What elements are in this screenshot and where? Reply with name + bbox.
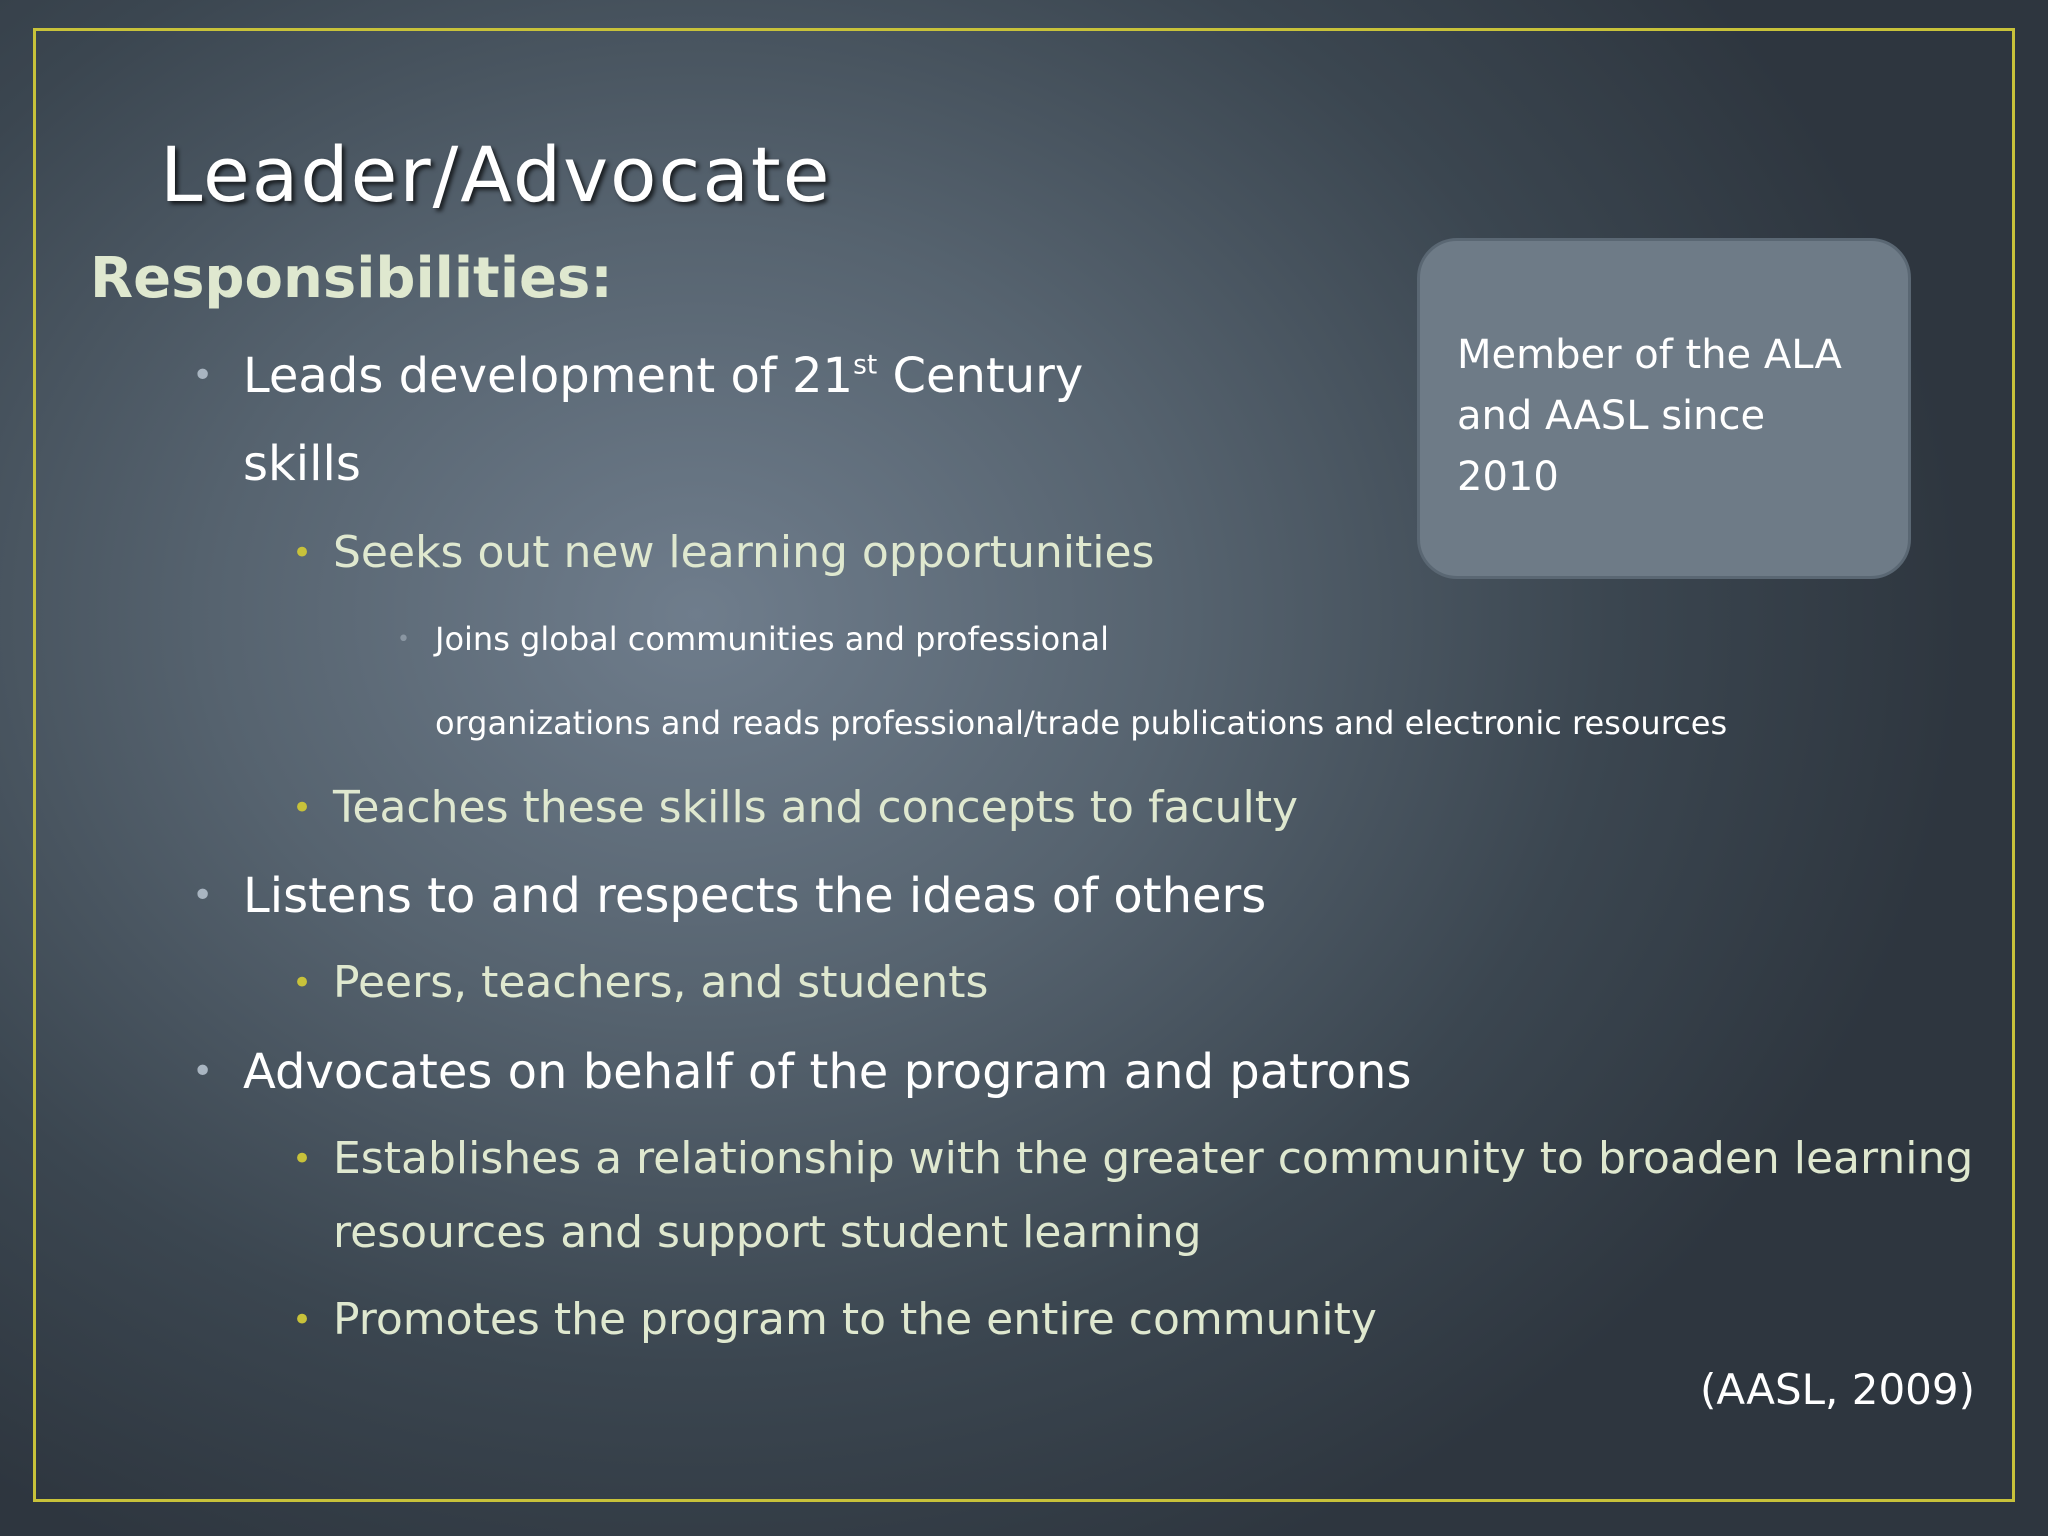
bullet-marker: • bbox=[292, 1300, 313, 1340]
bullet-item-level1: Advocates on behalf of the program and patrons bbox=[243, 1044, 1412, 1100]
bullet-item-level1 bbox=[243, 348, 1083, 404]
bullet-item-level2: Peers, teachers, and students bbox=[333, 957, 989, 1008]
bullet-item-level2: Seeks out new learning opportunities bbox=[333, 527, 1155, 578]
callout-line: and AASL since bbox=[1457, 393, 1766, 439]
bullet-item-level3: Joins global communities and professional bbox=[435, 620, 1109, 658]
bullet-continuation: resources and support student learning bbox=[333, 1207, 1202, 1258]
bullet-continuation: skills bbox=[243, 436, 361, 492]
citation-text: (AASL, 2009) bbox=[1699, 1365, 1975, 1414]
superscript-text: st bbox=[853, 349, 878, 381]
bullet-item-level2: Promotes the program to the entire community bbox=[333, 1294, 1377, 1345]
bullet-marker: • bbox=[292, 788, 313, 828]
bullet-marker: • bbox=[192, 355, 214, 396]
bullet-continuation: organizations and reads professional/trade publications and electronic resources bbox=[435, 704, 1728, 742]
bullet-marker: • bbox=[397, 627, 410, 652]
bullet-marker: • bbox=[292, 963, 313, 1003]
bullet-text: Century bbox=[877, 348, 1084, 404]
slide-title: Leader/Advocate bbox=[160, 130, 832, 219]
section-subtitle: Responsibilities: bbox=[90, 246, 613, 311]
bullet-marker: • bbox=[192, 1051, 214, 1092]
bullet-item-level2: Establishes a relationship with the greater community to broaden learning bbox=[333, 1133, 1974, 1184]
callout-line: Member of the ALA bbox=[1457, 332, 1842, 378]
callout-box bbox=[1417, 238, 1911, 579]
bullet-item-level1: Listens to and respects the ideas of others bbox=[243, 868, 1267, 924]
bullet-marker: • bbox=[292, 533, 313, 573]
bullet-marker: • bbox=[292, 1139, 313, 1179]
bullet-marker: • bbox=[192, 875, 214, 916]
bullet-item-level2: Teaches these skills and concepts to faculty bbox=[333, 782, 1298, 833]
bullet-text: Leads development of 21 bbox=[243, 348, 854, 404]
callout-line: 2010 bbox=[1457, 454, 1559, 500]
